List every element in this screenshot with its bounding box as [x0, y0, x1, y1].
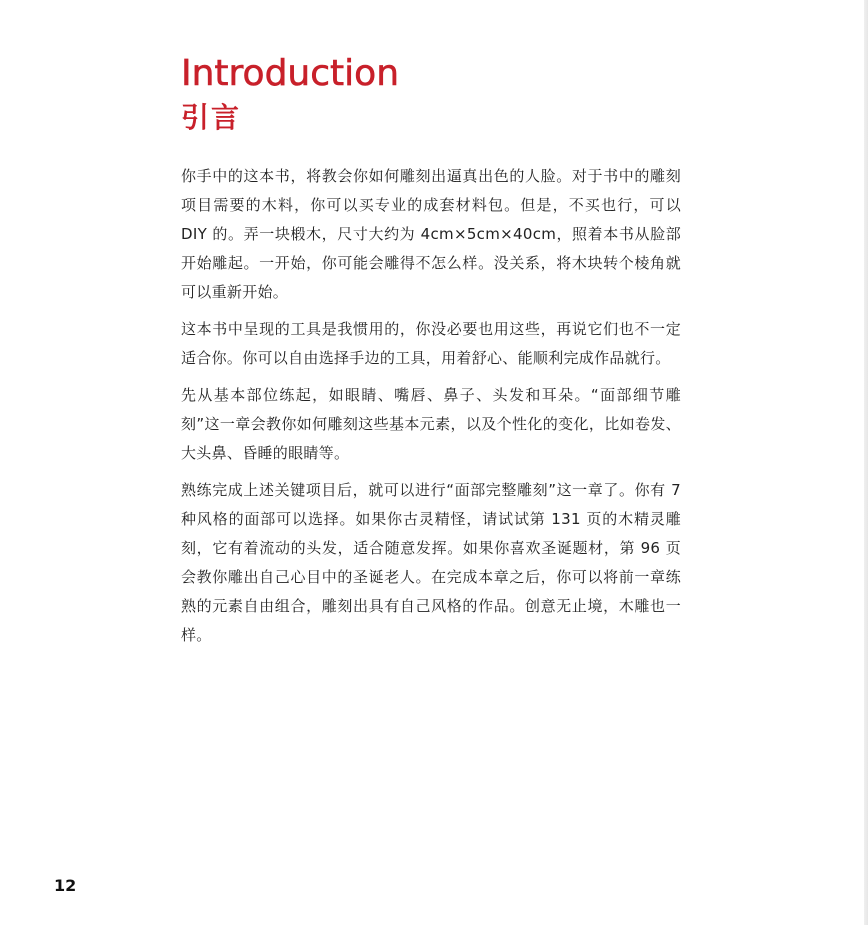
page-content [181, 52, 681, 658]
paragraph: 先从基本部位练起，如眼睛、嘴唇、鼻子、头发和耳朵。“面部细节雕刻”这一章会教你如何雕刻这些基本元素，以及个性化的变化，比如卷发、大头鼻、昏睡的眼睛等。 [181, 386, 681, 462]
paragraph: 熟练完成上述关键项目后，就可以进行“面部完整雕刻”这一章了。你有 7 种风格的面部可以选择。如果你古灵精怪，请试试第 131 页的木精灵雕刻，它有着流动的头发，适合随意发挥。如果你喜欢圣诞题材，第 96 页会教你雕出自己心目中的圣诞老人。在完成本章之后，你可以将前一章练熟的元素自由组合，雕刻出具有自己风格的作品。创意无止境，木雕也一样。 [181, 481, 681, 644]
page-number: 12 [54, 876, 77, 895]
title-chinese: 引言 [181, 101, 242, 134]
paragraph: 你手中的这本书，将教会你如何雕刻出逼真出色的人脸。对于书中的雕刻项目需要的木料，你可以买专业的成套材料包。但是，不买也行，可以 DIY 的。弄一块椴木，尺寸大约为 4cm×5cm×40cm，照着本书从脸部开始雕起。一开始，你可能会雕得不怎么样。没关系，将木块转个棱角就可以重新开始。 [181, 167, 681, 301]
body-text [181, 162, 681, 650]
title-english: Introduction [181, 53, 400, 94]
page-edge [864, 0, 868, 925]
paragraph: 这本书中呈现的工具是我惯用的，你没必要也用这些，再说它们也不一定适合你。你可以自由选择手边的工具，用着舒心、能顺利完成作品就行。 [181, 320, 681, 367]
